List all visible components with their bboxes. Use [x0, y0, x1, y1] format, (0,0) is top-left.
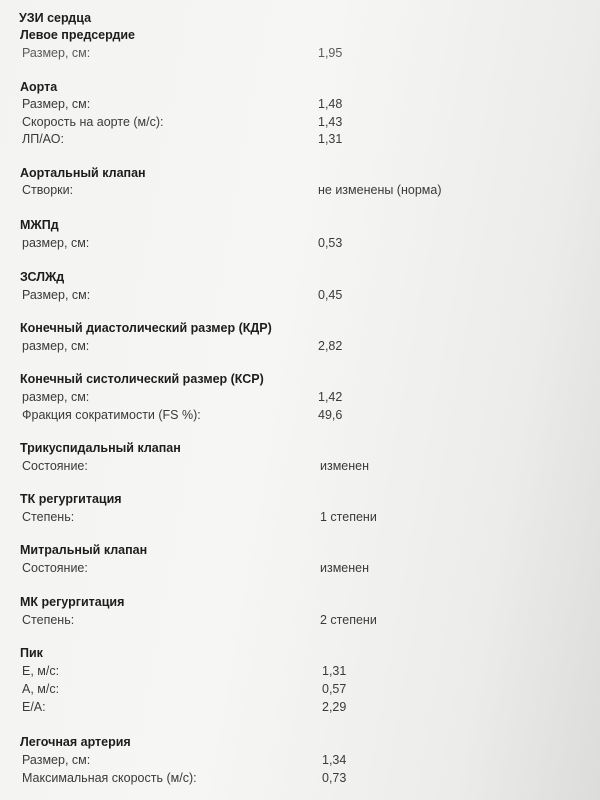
section-heading-left-atrium: Левое предсердие	[20, 28, 136, 42]
row-value: 2 степени	[320, 613, 377, 627]
row-label: Степень:	[22, 510, 75, 524]
row-value: 1,48	[318, 97, 343, 111]
row-label: Степень:	[22, 613, 75, 627]
row-value: 1,42	[318, 390, 343, 404]
row-label: Размер, см:	[22, 753, 91, 767]
row-value: 0,57	[322, 682, 347, 696]
row-label: Створки:	[22, 183, 74, 197]
row-value: 2,29	[322, 700, 347, 714]
row-label: Состояние:	[22, 561, 88, 575]
row-value: 1,31	[318, 132, 343, 146]
row-label: ЛП/АО:	[22, 132, 64, 146]
row-label: Фракция сократимости (FS %):	[22, 408, 201, 422]
row-value: 0,53	[318, 236, 343, 250]
section-heading-edd: Конечный диастолический размер (КДР)	[20, 321, 272, 335]
row-value: 1,31	[322, 664, 347, 678]
row-value: 1,43	[318, 115, 343, 129]
section-heading-lvpw: ЗСЛЖд	[20, 270, 65, 284]
section-heading-esd: Конечный систолический размер (КСР)	[20, 372, 264, 386]
row-label: размер, см:	[22, 339, 90, 353]
row-value: 1,34	[322, 753, 347, 767]
row-value: изменен	[320, 459, 370, 473]
row-value: 1,95	[318, 46, 343, 60]
row-label: Состояние:	[22, 459, 88, 473]
section-heading-mr: МК регургитация	[20, 595, 125, 609]
section-heading-aortic-valve: Аортальный клапан	[20, 166, 146, 180]
section-heading-pulmonary-artery: Легочная артерия	[20, 735, 131, 749]
row-label: размер, см:	[22, 236, 90, 250]
row-label: Размер, см:	[22, 46, 91, 60]
section-heading-peak: Пик	[20, 646, 43, 660]
row-label: Размер, см:	[22, 97, 91, 111]
section-heading-tricuspid-valve: Трикуспидальный клапан	[20, 441, 181, 455]
row-value: 1 степени	[320, 510, 377, 524]
row-value: изменен	[320, 561, 370, 575]
row-label: E, м/с:	[22, 664, 60, 678]
row-value: 49,6	[318, 408, 343, 422]
report-title: УЗИ сердца	[19, 11, 92, 25]
row-label: Размер, см:	[22, 288, 91, 302]
row-label: Скорость на аорте (м/с):	[22, 115, 164, 129]
row-value: 0,45	[318, 288, 343, 302]
section-heading-tr: ТК регургитация	[20, 492, 122, 506]
row-label: размер, см:	[22, 390, 90, 404]
row-value: 0,73	[322, 771, 347, 785]
row-label: Максимальная скорость (м/с):	[22, 771, 197, 785]
row-label: A, м/с:	[22, 682, 60, 696]
row-value: 2,82	[318, 339, 343, 353]
row-label: E/A:	[22, 700, 46, 714]
section-heading-ivs: МЖПд	[20, 218, 59, 232]
section-heading-aorta: Аорта	[20, 80, 58, 94]
row-value: не изменены (норма)	[318, 183, 442, 197]
section-heading-mitral-valve: Митральный клапан	[20, 543, 148, 557]
